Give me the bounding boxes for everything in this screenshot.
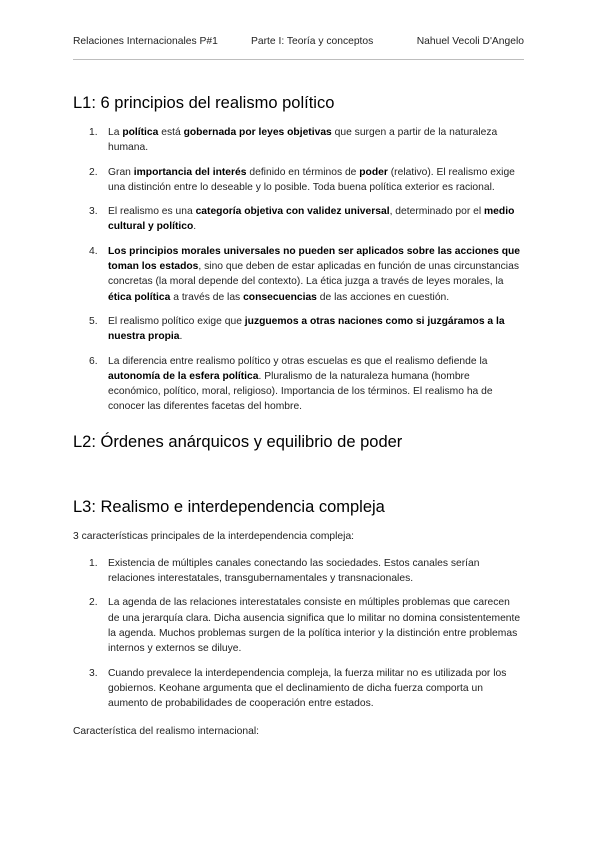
header-part: Parte I: Teoría y conceptos xyxy=(251,36,374,47)
bold-text: consecuencias xyxy=(243,291,317,303)
header-course: Relaciones Internacionales P#1 xyxy=(73,36,218,47)
list-number: 1. xyxy=(89,127,98,138)
section-1-item-6 xyxy=(73,354,524,415)
text-run: está xyxy=(158,127,184,138)
text-run: La diferencia entre realismo político y otras escuelas es que el realismo defiende la xyxy=(108,355,488,367)
list-item-text xyxy=(108,167,515,193)
section-3-item-2 xyxy=(73,595,524,656)
bold-text: medio cultural y político xyxy=(108,206,515,233)
list-item-text xyxy=(108,246,520,303)
section-1-title: L1: 6 principios del realismo político xyxy=(73,94,335,112)
section-3-item-3 xyxy=(73,666,524,712)
section-2-title: L2: Órdenes anárquicos y equilibrio de poder xyxy=(73,432,403,451)
bold-text: política xyxy=(122,127,159,138)
bold-text: importancia del interés xyxy=(133,166,247,178)
list-item-text xyxy=(108,206,514,232)
list-number: 4. xyxy=(89,245,98,257)
list-number: 1. xyxy=(89,557,98,569)
list-number: 2. xyxy=(89,166,98,178)
list-number: 2. xyxy=(89,597,98,609)
bold-text: Los principios morales universales no pueden ser aplicados sobre las acciones que toman los estados xyxy=(108,245,521,273)
text-run: a través de las xyxy=(170,291,244,303)
bold-text: poder xyxy=(359,166,388,178)
section-3-outro: Característica del realismo internacional: xyxy=(73,726,259,738)
list-number: 3. xyxy=(89,206,98,218)
bold-text: juzguemos a otras naciones como si juzgáramos a la nuestra propia xyxy=(108,315,505,343)
bold-text: categoría objetiva con validez universal xyxy=(195,206,390,218)
text-run: . xyxy=(193,221,197,233)
section-1-list xyxy=(73,125,524,415)
text-run: , determinado por el xyxy=(389,206,485,218)
header-divider xyxy=(73,59,524,60)
list-item-text xyxy=(108,597,520,654)
text-run: (relativo). El realismo exige una distinción entre lo deseable y lo posible. Toda buena política exterior es racional. xyxy=(108,166,515,193)
text-run: El realismo es una xyxy=(108,206,196,218)
section-1-item-2 xyxy=(73,165,524,196)
text-run: de las acciones en cuestión. xyxy=(316,291,450,303)
section-1-item-3 xyxy=(73,204,524,235)
text-run: , sino que deben de estar aplicadas en función de unas circunstancias concretas (la moral depende del contexto). La ética juzga a través de leyes morales, la xyxy=(108,261,519,288)
text-run: que surgen a partir de la naturaleza humana. xyxy=(108,127,498,154)
list-item-text xyxy=(108,558,479,584)
document-body xyxy=(73,93,524,739)
text-run: Gran xyxy=(108,166,134,178)
text-run: Cuando prevalece la interdependencia compleja, la fuerza militar no es utilizada por los gobiernos. Keohane argumenta que el declinamiento de dicha fuerza comporta un aumento de probabilidades de cooperación entre estados. xyxy=(108,667,507,710)
section-1-item-1 xyxy=(73,125,524,156)
text-run: . Pluralismo de la naturaleza humana (hombre económico, político, moral, religioso). Importancia de los términos. El realismo ha de conocer las diferentes facetas del hombre. xyxy=(108,370,493,413)
list-item-text xyxy=(108,356,493,413)
section-3-item-1 xyxy=(73,556,524,587)
bold-text: autonomía de la esfera política xyxy=(108,370,259,382)
list-item-text xyxy=(108,127,497,153)
text-run: El realismo político exige que xyxy=(108,315,245,327)
text-run: La agenda de las relaciones interestatales consiste en múltiples problemas que carecen de una jerarquía clara. Dicha ausencia significa que lo militar no domina consistentemente la agenda. Muchos problemas surgen de la política interior y la distinción entre problemas internos y externos se diluye. xyxy=(108,597,521,655)
list-number: 6. xyxy=(89,355,98,367)
section-1-item-4 xyxy=(73,244,524,305)
bold-text: ética política xyxy=(108,291,171,303)
text-run: Existencia de múltiples canales conectando las sociedades. Estos canales serían relaciones interestatales, transgubernamentales y transnacionales. xyxy=(108,557,480,585)
bold-text: gobernada por leyes objetivas xyxy=(183,127,332,138)
text-run: . xyxy=(179,331,183,343)
list-item-text xyxy=(108,316,505,342)
list-item-text xyxy=(108,668,506,710)
section-3-intro: 3 características principales de la interdependencia compleja: xyxy=(73,530,355,542)
text-run: definido en términos de xyxy=(246,166,360,178)
section-3-list xyxy=(73,556,524,712)
header-author: Nahuel Vecoli D'Angelo xyxy=(416,36,524,47)
list-number: 5. xyxy=(89,315,98,327)
list-number: 3. xyxy=(89,667,98,679)
text-run: La xyxy=(108,127,123,138)
section-1-item-5 xyxy=(73,314,524,345)
section-3-title: L3: Realismo e interdependencia compleja xyxy=(73,497,385,516)
